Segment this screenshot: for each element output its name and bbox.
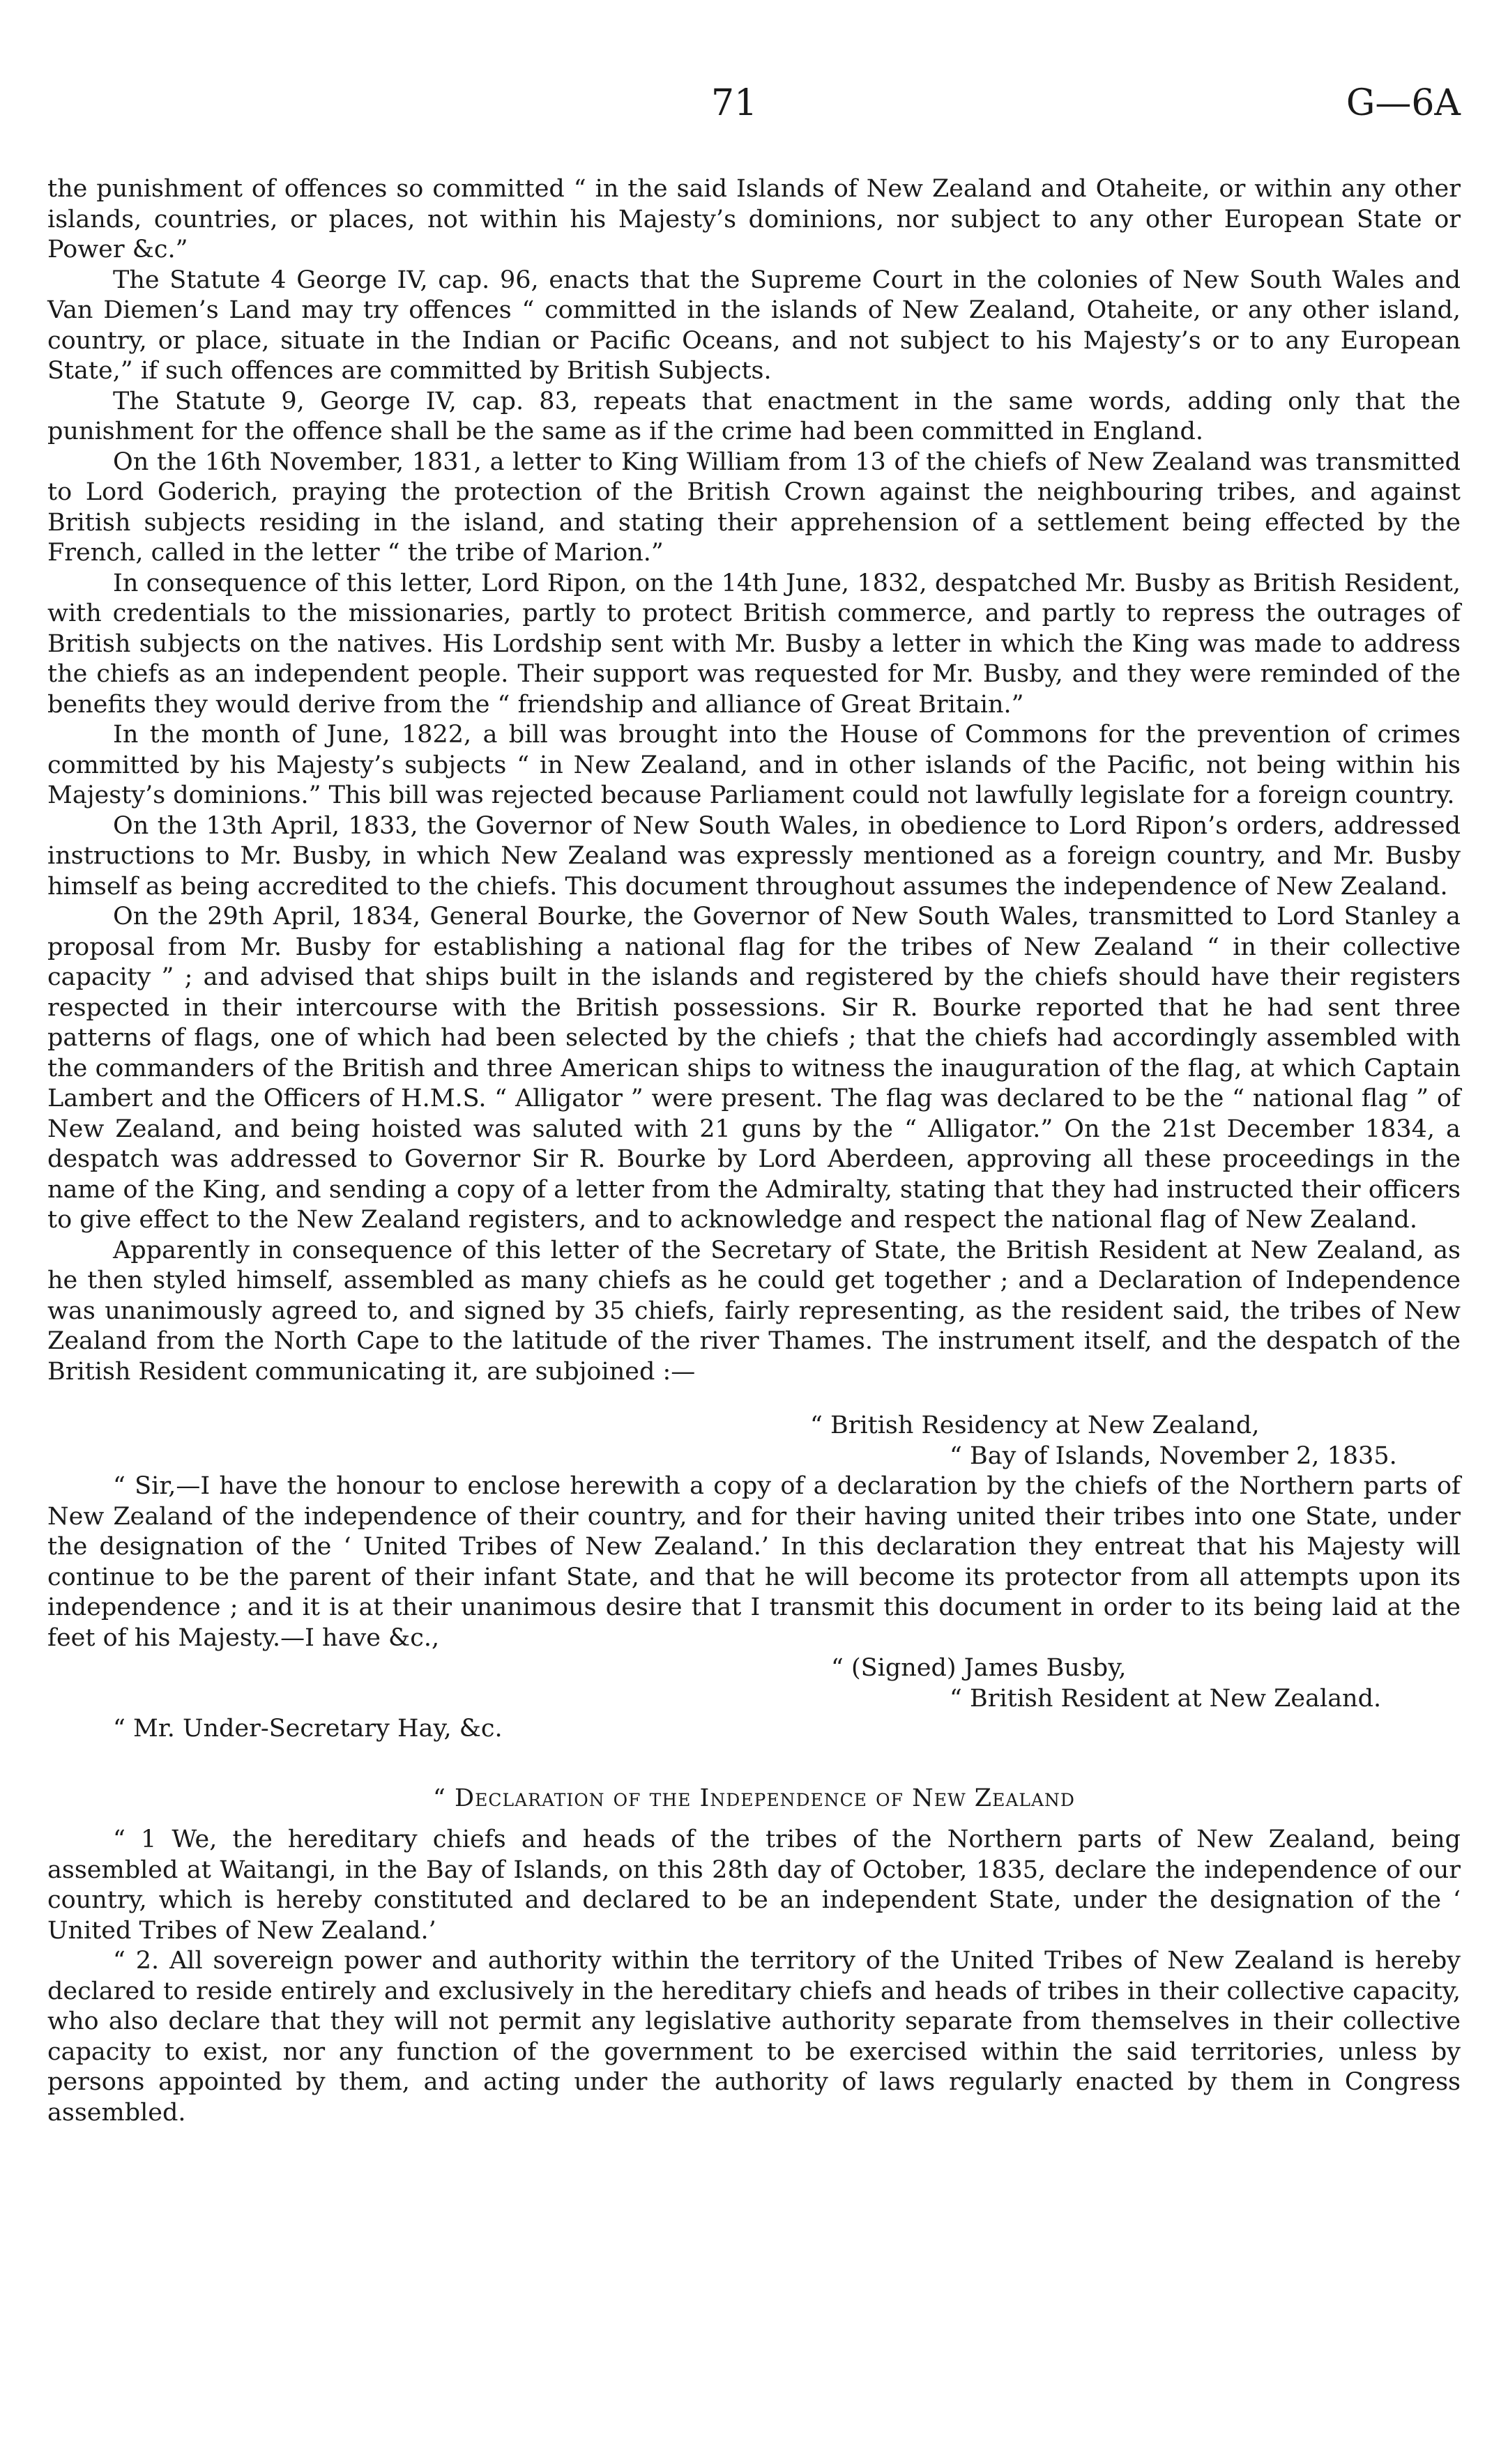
paragraph: Apparently in consequence of this letter of the Secretary of State, the British Resident at New Zealand, as he then styled himself, assembled as many chiefs as he could get together ; and a Declaration of Independence was unanimously agreed to, and signed by 35 chiefs, fairly representing, as the resident said, the tribes of New Zealand from the North Cape to the latitude of the river Thames. The instrument itself, and the despatch of the British Resident communicating it, are subjoined :— — [47, 1236, 1461, 1386]
paragraph: The Statute 4 George IV, cap. 96, enacts that the Supreme Court in the colonies of New South Wales and Van Diemen’s Land may try offences “ committed in the islands of New Zealand, Otaheite, or any other island, country, or place, situate in the Indian or Pacific Oceans, and not subject to his Majesty’s or to any European State,” if such offences are committed by British Subjects. — [47, 266, 1461, 385]
paragraph: the punishment of offences so committed “ in the said Islands of New Zealand and Otaheite, or within any other islands, countries, or places, not within his Majesty’s dominions, nor subject to any other European State or Power &c.” — [47, 175, 1461, 263]
paragraph: On the 16th November, 1831, a letter to King William from 13 of the chiefs of New Zealand was transmitted to Lord Goderich, praying the protection of the British Crown against the neighbouring tribes, and against British subjects residing in the island, and stating their apprehension of a settlement being effected by the French, called in the letter “ the tribe of Marion.” — [47, 447, 1461, 567]
declaration-article: “ 1 We, the hereditary chiefs and heads of the tribes of the Northern parts of New Zealand, being assembled at Waitangi, in the Bay of Islands, on this 28th day of October, 1835, declare the independence of our country, which is hereby constituted and declared to be an independent State, under the designation of the ‘ United Tribes of New Zealand.’ — [47, 1826, 1461, 1945]
letter-signatory-title: “ British Resident at New Zealand. — [950, 1684, 1382, 1713]
paragraph: On the 29th April, 1834, General Bourke, the Governor of New South Wales, transmitted to Lord Stanley a proposal from Mr. Busby for establishing a national flag for the tribes of New Zealand “ in their collective capacity ” ; and advised that ships built in the islands and registered by the chiefs should have their registers respected in their intercourse with the British possessions. Sir R. Bourke reported that he had sent three patterns of flags, one of which had been selected by the chiefs ; that the chiefs had accordingly assembled with the commanders of the British and three American ships to witness the inauguration of the flag, at which Captain Lambert and the Officers of H.M.S. “ Alligator ” were present. The flag was declared to be the “ national flag ” of New Zealand, and being hoisted was saluted with 21 guns by the “ Alligator.” On the 21st December 1834, a despatch was addressed to Governor Sir R. Bourke by Lord Aberdeen, approving all these proceedings in the name of the King, and sending a copy of a letter from the Admiralty, stating that they had instructed their officers to give effect to the New Zealand registers, and to acknowledge and respect the national flag of New Zealand. — [47, 903, 1461, 1234]
letter-signature: “ (Signed) James Busby, — [831, 1654, 1127, 1682]
letter-heading-date: “ Bay of Islands, November 2, 1835. — [950, 1441, 1397, 1470]
page-number: 71 — [711, 82, 758, 124]
document-code: G—6A — [1346, 82, 1461, 124]
paragraph: In consequence of this letter, Lord Ripon, on the 14th June, 1832, despatched Mr. Busby as British Resident, with credentials to the missionaries, partly to protect British commerce, and partly to repress the outrages of British subjects on the natives. His Lordship sent with Mr. Busby a letter in which the King was made to address the chiefs as an independent people. Their support was requested for Mr. Busby, and they were reminded of the benefits they would derive from the “ friendship and alliance of Great Britain.” — [47, 569, 1461, 719]
page-header — [0, 82, 1508, 138]
paragraph: On the 13th April, 1833, the Governor of New South Wales, in obedience to Lord Ripon’s orders, addressed instructions to Mr. Busby, in which New Zealand was expressly mentioned as a foreign country, and Mr. Busby himself as being accredited to the chiefs. This document throughout assumes the independence of New Zealand. — [47, 811, 1461, 901]
paragraph: In the month of June, 1822, a bill was brought into the House of Commons for the prevention of crimes committed by his Majesty’s subjects “ in New Zealand, and in other islands of the Pacific, not being within his Majesty’s dominions.” This bill was rejected because Parliament could not lawfully legislate for a foreign country. — [47, 721, 1461, 809]
letter-body: “ Sir,—I have the honour to enclose herewith a copy of a declaration by the chiefs of the Northern parts of New Zealand of the independence of their country, and for their having united their tribes into one State, under the designation of the ‘ United Tribes of New Zealand.’ In this declaration they entreat that his Majesty will continue to be the parent of their infant State, and that he will become its protector from all attempts upon its independence ; and it is at their unanimous desire that I transmit this document in order to its being laid at the feet of his Majesty.—I have &c., — [47, 1472, 1461, 1652]
declaration-article: “ 2. All sovereign power and authority within the territory of the United Tribes of New Zealand is hereby declared to reside entirely and exclusively in the hereditary chiefs and heads of tribes in their collective capacity, who also declare that they will not permit any legislative authority separate from themselves in their collective capacity to exist, nor any function of the government to be exercised within the said territories, unless by persons appointed by them, and acting under the authority of laws regularly enacted by them in Congress assembled. — [47, 1947, 1461, 2127]
letter-addressee: “ Mr. Under-Secretary Hay, &c. — [113, 1715, 503, 1743]
paragraph: The Statute 9, George IV, cap. 83, repeats that enactment in the same words, adding only that the punishment for the offence shall be the same as if the crime had been committed in England. — [47, 387, 1461, 445]
body-text — [47, 174, 1461, 2128]
declaration-title: “ Declaration of the Independence of New Zealand — [433, 1784, 1075, 1812]
letter-heading-residency: “ British Residency at New Zealand, — [810, 1411, 1260, 1439]
